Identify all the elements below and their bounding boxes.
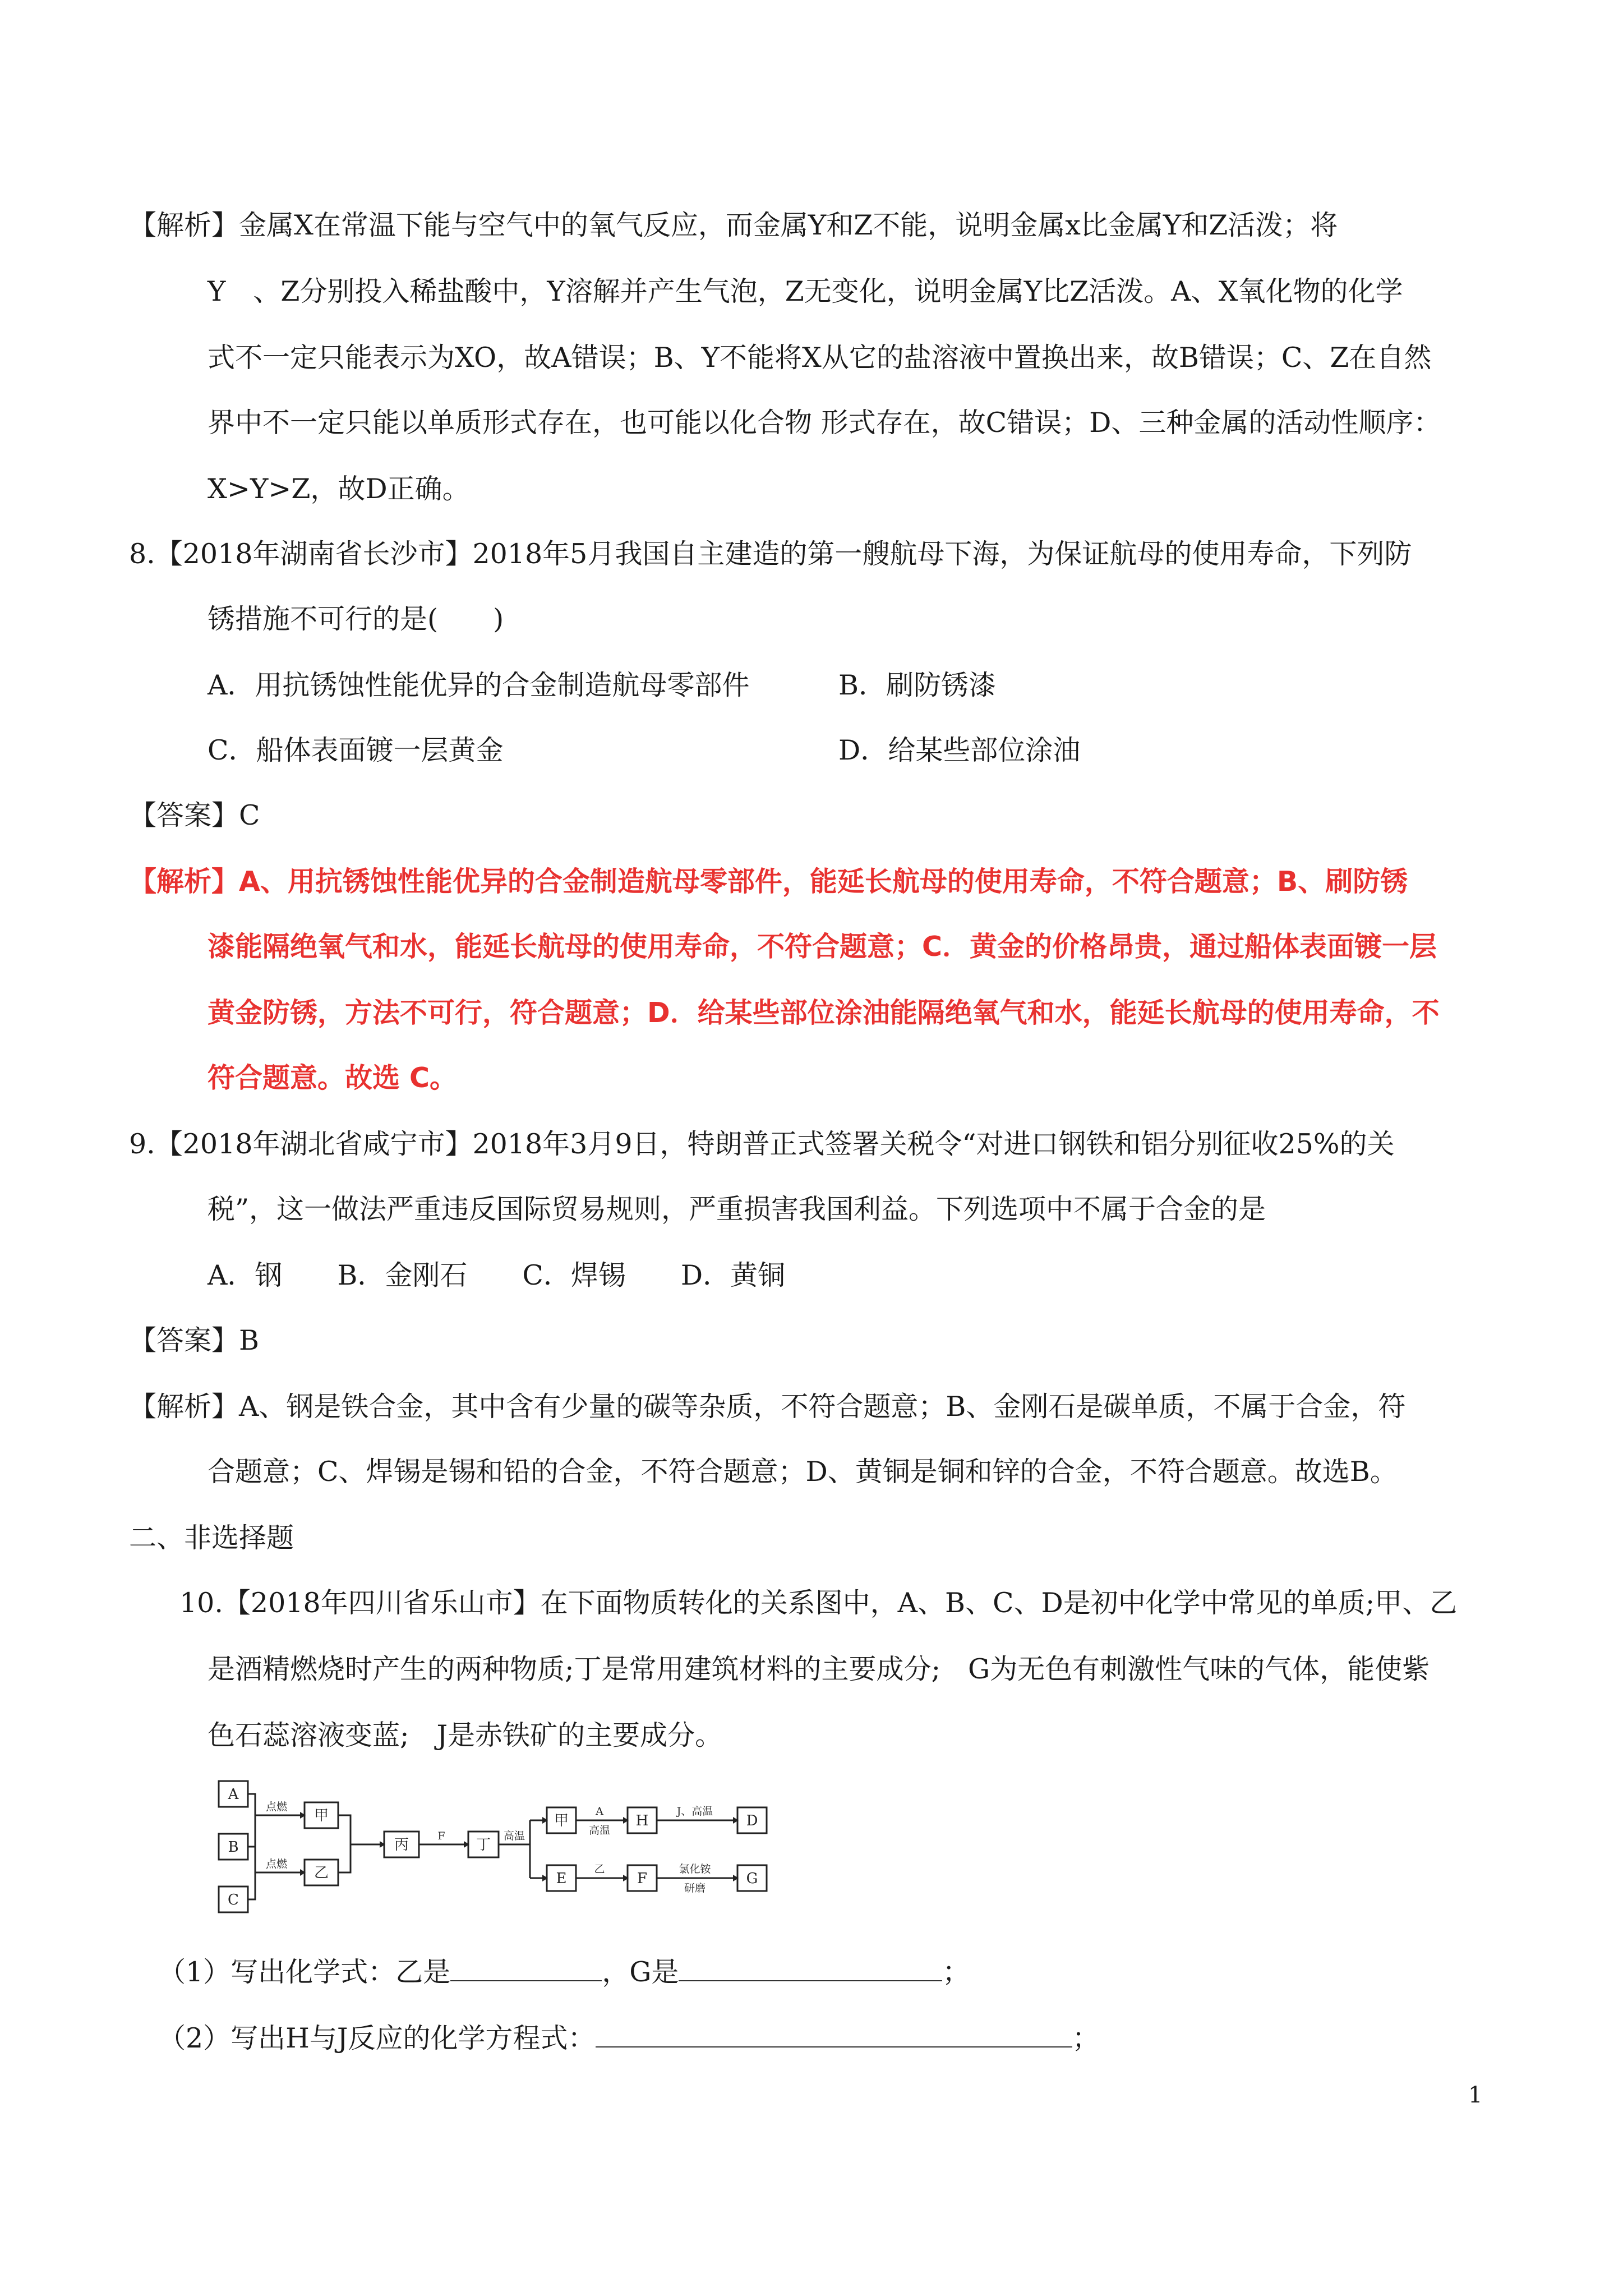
edge-label: J、高温 (676, 1805, 713, 1818)
q10-sub1-end: ； (942, 1956, 970, 1988)
box-label: H (635, 1812, 649, 1829)
q9-options: A．钢 B．金刚石 C．焊锡 D．黄铜 (208, 1259, 786, 1291)
box-label: A (228, 1786, 239, 1803)
q10-sub1-label: （1）写出化学式：乙是 (158, 1956, 451, 1988)
box-label: F (637, 1870, 648, 1887)
q8-analysis-line-2: 漆能隔绝氧气和水，能延长航母的使用寿命，不符合题意；C．黄金的价格昂贵，通过船体表面镀一层 (208, 931, 1437, 963)
q10-sub1-g-label: ，G是 (602, 1956, 679, 1988)
edge-label: 点燃 (265, 1801, 288, 1813)
q8-analysis-line-1: 【解析】A、用抗锈蚀性能优异的合金制造航母零部件，能延长航母的使用寿命，不符合题意；B、刷防锈 (129, 866, 1408, 898)
section-heading: 二、非选择题 (129, 1522, 294, 1554)
answer-blank-g[interactable] (679, 1955, 942, 1981)
q8-option-a: A．用抗锈蚀性能优异的合金制造航母零部件 (208, 669, 750, 701)
page-number: 1 (1468, 2082, 1483, 2108)
q8-option-d: D．给某些部位涂油 (838, 734, 1081, 766)
box-label: D (746, 1812, 758, 1829)
q8-analysis-line-4: 符合题意。故选 C。 (208, 1062, 458, 1094)
q7-analysis-line-1: 【解析】金属X在常温下能与空气中的氧气反应，而金属Y和Z不能，说明金属x比金属Y和Z活泼；将 (129, 209, 1338, 241)
q8-option-c: C．船体表面镀一层黄金 (208, 734, 504, 766)
q8-answer: 【答案】C (129, 799, 260, 831)
box-label: 乙 (313, 1865, 329, 1881)
answer-blank-yi[interactable] (450, 1955, 602, 1981)
q8-stem-line-1: 8.【2018年湖南省长沙市】2018年5月我国自主建造的第一艘航母下海，为保证航母的使用寿命，下列防 (129, 538, 1412, 570)
box-label: C (228, 1892, 239, 1908)
q9-stem-line-1: 9.【2018年湖北省咸宁市】2018年3月9日，特朗普正式签署关税令“对进口钢铁和铝分别征收25%的关 (129, 1128, 1395, 1160)
edge-label: 氯化铵 (679, 1863, 711, 1875)
q9-answer: 【答案】B (129, 1324, 260, 1356)
q8-stem-line-2: 锈措施不可行的是( ) (208, 603, 504, 635)
q10-stem-line-1: 10.【2018年四川省乐山市】在下面物质转化的关系图中，A、B、C、D是初中化学中常见的单质;甲、乙 (179, 1587, 1458, 1619)
q8-analysis-line-3: 黄金防锈，方法不可行，符合题意；D．给某些部位涂油能隔绝氧气和水，能延长航母的使用寿命，不 (208, 997, 1440, 1029)
edge-label: 乙 (594, 1863, 605, 1875)
edge-label: A (596, 1805, 603, 1818)
edge-label: 高温 (588, 1824, 611, 1837)
q8-option-b: B．刷防锈漆 (838, 669, 997, 701)
answer-blank-equation[interactable] (596, 2022, 1072, 2047)
q9-analysis-line-2: 合题意；C、焊锡是锡和铅的合金，不符合题意；D、黄铜是铜和锌的合金，不符合题意。故选B。 (208, 1456, 1398, 1488)
q10-stem-line-3: 色石蕊溶液变蓝; J是赤铁矿的主要成分。 (208, 1719, 723, 1751)
q10-subquestion-1 (158, 1955, 970, 1989)
box-label: E (556, 1870, 567, 1887)
q10-sub2-end: ； (1072, 2022, 1100, 2054)
box-label: G (746, 1870, 758, 1887)
box-label: B (228, 1839, 239, 1856)
q7-analysis-line-3: 式不一定只能表示为XO，故A错误；B、Y不能将X从它的盐溶液中置换出来，故B错误；C、Z在自然 (208, 342, 1432, 374)
edge-label: 高温 (503, 1830, 525, 1842)
q10-stem-line-2: 是酒精燃烧时产生的两种物质;丁是常用建筑材料的主要成分; G为无色有刺激性气味的气体，能使紫 (208, 1653, 1430, 1685)
box-label: 甲 (554, 1812, 569, 1829)
q9-stem-line-2: 税”，这一做法严重违反国际贸易规则，严重损害我国利益。下列选项中不属于合金的是 (208, 1193, 1266, 1225)
edge-label: F (437, 1830, 445, 1842)
q10-subquestion-2 (158, 2022, 1100, 2055)
box-label: 丙 (394, 1837, 409, 1853)
q7-analysis-line-5: X>Y>Z，故D正确。 (208, 473, 470, 505)
q7-analysis-line-4: 界中不一定只能以单质形式存在，也可能以化合物 形式存在，故C错误；D、三种金属的活动性顺序： (208, 407, 1441, 439)
q10-sub2-label: （2）写出H与J反应的化学方程式： (158, 2022, 596, 2054)
q9-analysis-line-1: 【解析】A、钢是铁合金，其中含有少量的碳等杂质，不符合题意；B、金刚石是碳单质，不属于合金，符 (129, 1391, 1406, 1423)
box-label: 丁 (476, 1837, 491, 1853)
edge-label: 点燃 (265, 1858, 288, 1870)
q7-analysis-line-2: Y 、Z分别投入稀盐酸中，Y溶解并产生气泡，Z无变化，说明金属Y比Z活泼。A、X氧化物的化学 (208, 275, 1403, 307)
transformation-diagram (216, 1775, 782, 1921)
edge-label: 研磨 (684, 1882, 706, 1894)
box-label: 甲 (313, 1807, 329, 1824)
